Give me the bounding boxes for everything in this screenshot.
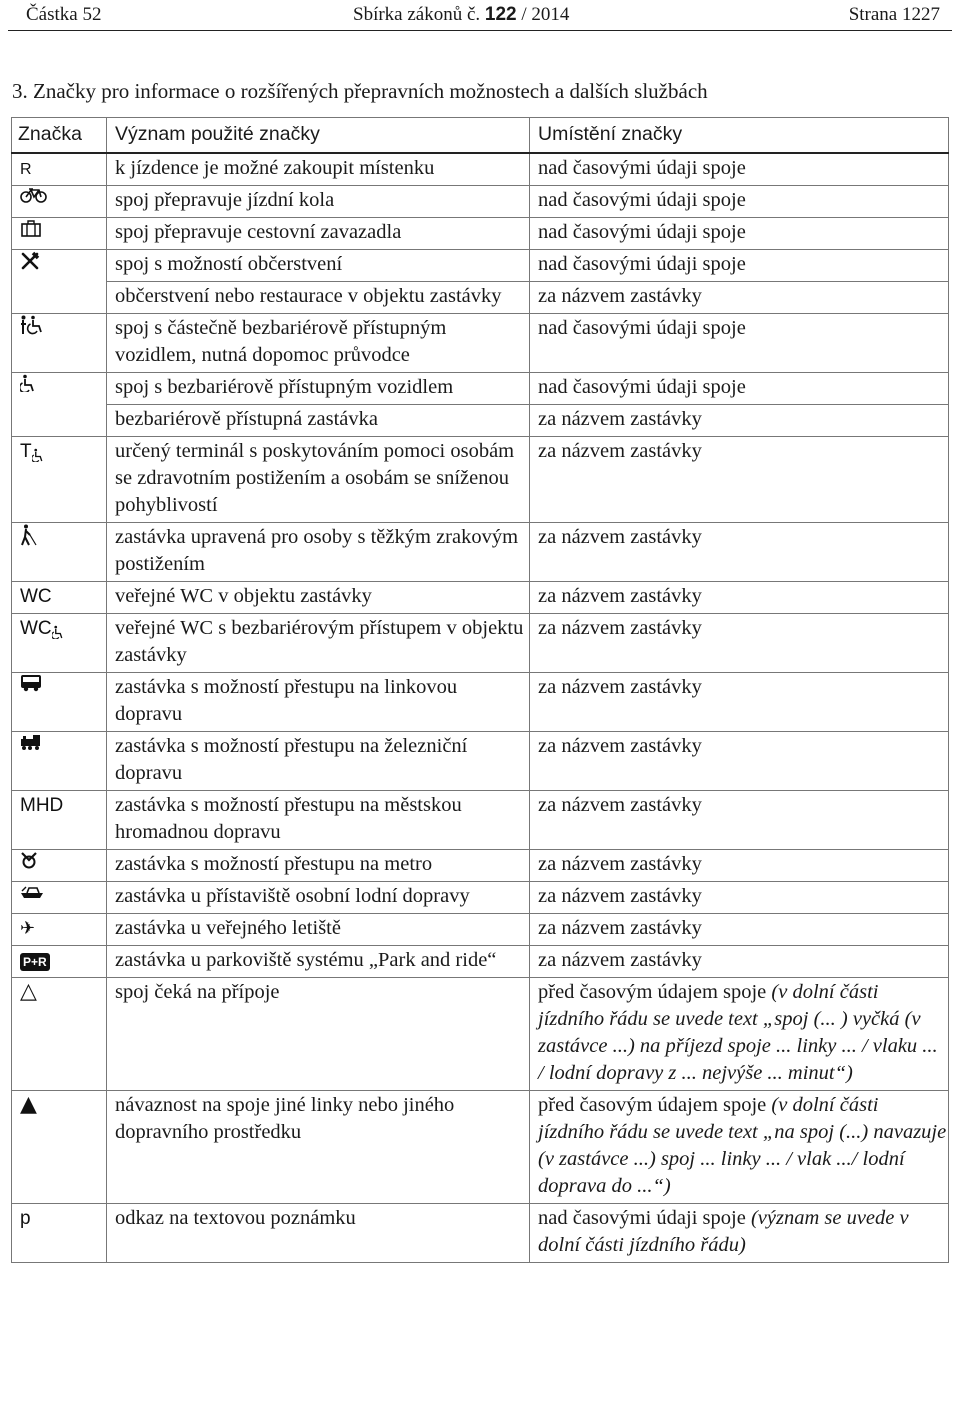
- fork-knife-icon: [20, 251, 40, 271]
- partial-accessibility-icon: [20, 315, 44, 335]
- section-title: 3. Značky pro informace o rozšířených přepravních možnostech a dalších službách: [12, 79, 708, 103]
- table-row: [12, 523, 949, 582]
- table-row: [12, 437, 949, 523]
- symbol-cell: [12, 732, 107, 791]
- symbol-cell: [12, 946, 107, 978]
- table-row: [12, 314, 949, 373]
- placement-text: před časovým údajem spoje: [538, 981, 767, 1003]
- table-row: [12, 914, 949, 946]
- bicycle-icon: [20, 187, 48, 203]
- park-and-ride-icon: P+R: [20, 953, 50, 971]
- meaning-cell: zastávka s možností přestupu na linkovou dopravu: [107, 673, 530, 732]
- placement-cell: nad časovými údaji spoje: [530, 373, 949, 405]
- meaning-cell: k jízdence je možné zakoupit místenku: [107, 153, 530, 186]
- metro-icon: [20, 851, 38, 869]
- mhd-icon: MHD: [20, 795, 64, 816]
- meaning-cell: zastávka s možností přestupu na městskou hromadnou dopravu: [107, 791, 530, 850]
- wc-icon: WC: [20, 586, 52, 607]
- placement-cell: [530, 1091, 949, 1204]
- table-row: [12, 978, 949, 1091]
- placement-note: (v dolní části jízdního řádu se uvede text „spoj (... ) vyčká (v zastávce ...) na příjezd spoje ... linky ... / vlaku ... / lodní dopravy z ... nejvýše ... minut“): [538, 981, 938, 1084]
- bus-icon: [20, 674, 42, 692]
- column-header-symbol: Značka: [12, 118, 107, 154]
- symbol-cell: [12, 437, 107, 523]
- placement-cell: nad časovými údaji spoje: [530, 250, 949, 282]
- symbol-cell: [12, 1204, 107, 1263]
- meaning-cell: zastávka u veřejného letiště: [107, 914, 530, 946]
- wheelchair-icon: [20, 374, 36, 392]
- placement-cell: za názvem zastávky: [530, 282, 949, 314]
- symbol-cell: [12, 582, 107, 614]
- table-row: [12, 153, 949, 186]
- header-year: / 2014: [521, 4, 570, 25]
- train-icon: [20, 733, 42, 751]
- terminal-letter: T: [20, 441, 32, 462]
- meaning-cell: zastávka u parkoviště systému „Park and ride“: [107, 946, 530, 978]
- note-reference-icon: p: [20, 1208, 31, 1229]
- symbol-cell: [12, 850, 107, 882]
- placement-cell: za názvem zastávky: [530, 405, 949, 437]
- symbol-cell: [12, 153, 107, 186]
- symbol-cell: [12, 791, 107, 850]
- triangle-filled-icon: ▲: [20, 1092, 37, 1117]
- table-row: [12, 1204, 949, 1263]
- meaning-cell: zastávka upravená pro osoby s těžkým zrakovým postižením: [107, 523, 530, 582]
- table-row: [12, 373, 949, 405]
- table-row: [12, 186, 949, 218]
- meaning-cell: spoj přepravuje jízdní kola: [107, 186, 530, 218]
- triangle-outline-icon: △: [20, 979, 37, 1004]
- symbol-cell: [12, 314, 107, 373]
- meaning-cell: odkaz na textovou poznámku: [107, 1204, 530, 1263]
- table-row: [12, 673, 949, 732]
- luggage-icon: [20, 219, 42, 237]
- placement-cell: za názvem zastávky: [530, 582, 949, 614]
- table-row: [12, 582, 949, 614]
- symbol-cell: [12, 186, 107, 218]
- placement-cell: za názvem zastávky: [530, 437, 949, 523]
- table-row: [12, 850, 949, 882]
- wc-letters: WC: [20, 618, 52, 639]
- placement-cell: [530, 1204, 949, 1263]
- meaning-cell: bezbariérově přístupná zastávka: [107, 405, 530, 437]
- placement-cell: za názvem zastávky: [530, 523, 949, 582]
- table-row: [12, 882, 949, 914]
- placement-cell: nad časovými údaji spoje: [530, 186, 949, 218]
- meaning-cell: spoj s bezbariérově přístupným vozidlem: [107, 373, 530, 405]
- meaning-cell: spoj přepravuje cestovní zavazadla: [107, 218, 530, 250]
- reservation-icon: R: [20, 161, 32, 178]
- table-row: [12, 732, 949, 791]
- placement-text: před časovým údajem spoje: [538, 1094, 767, 1116]
- table-row: [12, 282, 949, 314]
- meaning-cell: veřejné WC v objektu zastávky: [107, 582, 530, 614]
- meaning-cell: návaznost na spoje jiné linky nebo jiného dopravního prostředku: [107, 1091, 530, 1204]
- symbol-cell: [12, 673, 107, 732]
- table-row: [12, 1091, 949, 1204]
- accessible-wc-icon: [20, 619, 64, 639]
- table-row: [12, 946, 949, 978]
- placement-note: (v dolní části jízdního řádu se uvede text „na spoj (...) navazuje (v zastávce ...) spoj ... linky ... / vlak .../ lodní doprava do ...“): [538, 1094, 947, 1197]
- wheelchair-icon: [52, 625, 64, 639]
- meaning-cell: zastávka s možností přestupu na metro: [107, 850, 530, 882]
- table-header-row: [12, 118, 949, 154]
- meaning-cell: občerstvení nebo restaurace v objektu zastávky: [107, 282, 530, 314]
- table-row: [12, 791, 949, 850]
- header-collection: [353, 3, 569, 27]
- wheelchair-icon: [32, 448, 44, 462]
- header-page: Strana 1227: [848, 4, 940, 25]
- column-header-meaning: Význam použité značky: [107, 118, 530, 154]
- meaning-cell: určený terminál s poskytováním pomoci osobám se zdravotním postižením a osobám se sníženou pohyblivostí: [107, 437, 530, 523]
- table-row: [12, 614, 949, 673]
- placement-cell: za názvem zastávky: [530, 914, 949, 946]
- column-header-placement: Umístění značky: [530, 118, 949, 154]
- ship-icon: [20, 883, 44, 899]
- meaning-cell: spoj čeká na přípoje: [107, 978, 530, 1091]
- symbol-cell: [12, 373, 107, 437]
- meaning-cell: veřejné WC s bezbariérovým přístupem v objektu zastávky: [107, 614, 530, 673]
- meaning-cell: spoj s možností občerstvení: [107, 250, 530, 282]
- symbols-table: [11, 117, 949, 1263]
- placement-cell: za názvem zastávky: [530, 850, 949, 882]
- placement-cell: za názvem zastávky: [530, 673, 949, 732]
- airplane-icon: ✈: [20, 918, 36, 939]
- symbol-cell: [12, 914, 107, 946]
- symbol-cell: [12, 250, 107, 314]
- table-row: [12, 218, 949, 250]
- symbol-cell: [12, 218, 107, 250]
- placement-text: nad časovými údaji spoje: [538, 1207, 746, 1229]
- page-header: [8, 2, 952, 31]
- placement-note: (význam se uvede v dolní části jízdního řádu): [538, 1207, 909, 1256]
- symbol-cell: [12, 1091, 107, 1204]
- header-issue: Částka 52: [26, 4, 102, 25]
- table-row: [12, 250, 949, 282]
- placement-cell: nad časovými údaji spoje: [530, 153, 949, 186]
- placement-cell: za názvem zastávky: [530, 614, 949, 673]
- meaning-cell: zastávka u přístaviště osobní lodní dopravy: [107, 882, 530, 914]
- placement-cell: [530, 978, 949, 1091]
- header-collection-prefix: Sbírka zákonů č.: [353, 4, 481, 25]
- header-law-number: 122: [484, 4, 517, 25]
- meaning-cell: zastávka s možností přestupu na železniční dopravu: [107, 732, 530, 791]
- symbol-cell: [12, 978, 107, 1091]
- symbol-cell: [12, 614, 107, 673]
- placement-cell: za názvem zastávky: [530, 946, 949, 978]
- placement-cell: za názvem zastávky: [530, 791, 949, 850]
- meaning-cell: spoj s částečně bezbariérově přístupným vozidlem, nutná dopomoc průvodce: [107, 314, 530, 373]
- symbol-cell: [12, 882, 107, 914]
- table-row: [12, 405, 949, 437]
- blind-person-icon: [20, 524, 38, 546]
- placement-cell: nad časovými údaji spoje: [530, 218, 949, 250]
- placement-cell: za názvem zastávky: [530, 732, 949, 791]
- placement-cell: za názvem zastávky: [530, 882, 949, 914]
- symbol-cell: [12, 523, 107, 582]
- terminal-assistance-icon: [20, 442, 44, 462]
- placement-cell: nad časovými údaji spoje: [530, 314, 949, 373]
